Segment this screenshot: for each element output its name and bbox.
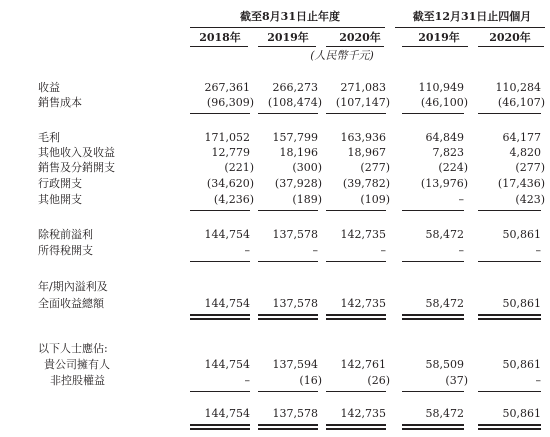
cell: 142,735 xyxy=(340,228,386,241)
cell: 144,754 xyxy=(204,297,250,310)
cell: (300) xyxy=(292,161,322,174)
cell: 137,594 xyxy=(272,358,318,371)
cell: 271,083 xyxy=(340,81,386,94)
total-double-rule xyxy=(402,318,464,320)
cell: 50,861 xyxy=(502,407,541,420)
cell: 12,779 xyxy=(211,146,250,159)
total-double-rule xyxy=(402,428,464,430)
row-label: 非控股權益 xyxy=(50,374,105,387)
year-header-3: 2020年 xyxy=(339,31,381,44)
cell: (13,976) xyxy=(420,177,468,190)
cell: (39,782) xyxy=(342,177,390,190)
row-label: 銷售成本 xyxy=(38,96,82,109)
subtotal-rule xyxy=(402,113,464,114)
year-rule-4 xyxy=(402,46,468,47)
total-double-rule xyxy=(258,314,318,316)
total-double-rule xyxy=(402,314,464,316)
cell: (189) xyxy=(292,193,322,206)
cell: 64,849 xyxy=(425,131,464,144)
cell: 144,754 xyxy=(204,228,250,241)
total-double-rule xyxy=(190,424,250,426)
total-double-rule xyxy=(478,428,541,430)
cell: – xyxy=(535,374,541,387)
total-double-rule xyxy=(258,424,318,426)
row-label: 全面收益總額 xyxy=(38,297,104,310)
cell: 7,823 xyxy=(432,146,464,159)
cell: (37,928) xyxy=(274,177,322,190)
cell: 18,967 xyxy=(347,146,386,159)
cell: (17,436) xyxy=(497,177,545,190)
cell: 157,799 xyxy=(272,131,318,144)
cell: (109) xyxy=(360,193,390,206)
total-double-rule xyxy=(190,318,250,320)
cell: (96,309) xyxy=(206,96,254,109)
cell: (46,107) xyxy=(497,96,545,109)
cell: – xyxy=(244,244,250,257)
subtotal-rule xyxy=(478,113,541,114)
year-rule-2 xyxy=(258,46,316,47)
total-double-rule xyxy=(326,314,386,316)
cell: (221) xyxy=(224,161,254,174)
cell: 4,820 xyxy=(509,146,541,159)
cell: 142,735 xyxy=(340,297,386,310)
row-label: 行政開支 xyxy=(38,177,82,190)
cell: 171,052 xyxy=(204,131,250,144)
total-double-rule xyxy=(190,314,250,316)
total-double-rule xyxy=(258,428,318,430)
cell: – xyxy=(458,244,464,257)
year-header-1: 2018年 xyxy=(199,31,241,44)
cell: 110,949 xyxy=(418,81,464,94)
subtotal-rule xyxy=(326,113,386,114)
row-label: 年/期內溢利及 xyxy=(38,280,108,293)
cell: 142,761 xyxy=(340,358,386,371)
cell: (37) xyxy=(445,374,468,387)
cell: (277) xyxy=(515,161,545,174)
subtotal-rule xyxy=(258,210,318,211)
row-label: 貴公司擁有人 xyxy=(44,358,110,371)
cell: (277) xyxy=(360,161,390,174)
subtotal-rule xyxy=(478,261,541,262)
cell: 58,472 xyxy=(425,228,464,241)
cell: 137,578 xyxy=(272,228,318,241)
row-label: 毛利 xyxy=(38,131,60,144)
cell: 64,177 xyxy=(502,131,541,144)
subtotal-rule xyxy=(326,391,386,392)
row-label: 其他收入及收益 xyxy=(38,146,115,159)
subtotal-rule xyxy=(402,261,464,262)
total-double-rule xyxy=(478,314,541,316)
cell: 163,936 xyxy=(340,131,386,144)
subtotal-rule xyxy=(478,391,541,392)
unit-label: (人民幣千元) xyxy=(310,49,374,62)
cell: 18,196 xyxy=(279,146,318,159)
subtotal-rule xyxy=(402,391,464,392)
cell: – xyxy=(535,244,541,257)
cell: (108,474) xyxy=(267,96,322,109)
cell: 50,861 xyxy=(502,358,541,371)
cell: (107,147) xyxy=(335,96,390,109)
subtotal-rule xyxy=(190,210,250,211)
cell: – xyxy=(380,244,386,257)
total-double-rule xyxy=(190,428,250,430)
row-label: 銷售及分銷開支 xyxy=(38,161,115,174)
cell: 50,861 xyxy=(502,297,541,310)
row-label: 除稅前溢利 xyxy=(38,228,93,241)
subtotal-rule xyxy=(258,391,318,392)
total-double-rule xyxy=(402,424,464,426)
subtotal-rule xyxy=(478,210,541,211)
year-rule-5 xyxy=(478,46,544,47)
subtotal-rule xyxy=(326,261,386,262)
subtotal-rule xyxy=(190,113,250,114)
cell: 58,509 xyxy=(425,358,464,371)
cell: 137,578 xyxy=(272,297,318,310)
total-double-rule xyxy=(326,318,386,320)
year-header-4: 2019年 xyxy=(418,31,460,44)
subtotal-rule xyxy=(258,113,318,114)
cell: 58,472 xyxy=(425,407,464,420)
cell: (224) xyxy=(438,161,468,174)
subtotal-rule xyxy=(258,261,318,262)
subtotal-rule xyxy=(326,210,386,211)
header-group-right-rule xyxy=(395,27,545,28)
total-double-rule xyxy=(258,318,318,320)
cell: (26) xyxy=(367,374,390,387)
header-group-left-rule xyxy=(190,27,385,28)
header-group-left: 截至8月31日止年度 xyxy=(240,10,340,23)
cell: (34,620) xyxy=(206,177,254,190)
cell: – xyxy=(244,374,250,387)
row-label: 收益 xyxy=(38,81,60,94)
cell: – xyxy=(312,244,318,257)
total-double-rule xyxy=(326,424,386,426)
cell: 137,578 xyxy=(272,407,318,420)
year-rule-3 xyxy=(326,46,384,47)
header-group-right: 截至12月31日止四個月 xyxy=(412,10,532,23)
row-label: 其他開支 xyxy=(38,193,82,206)
total-double-rule xyxy=(478,318,541,320)
year-rule-1 xyxy=(190,46,248,47)
cell: 144,754 xyxy=(204,358,250,371)
cell: 267,361 xyxy=(204,81,250,94)
cell: 110,284 xyxy=(495,81,541,94)
row-label: 所得稅開支 xyxy=(38,244,93,257)
cell: (46,100) xyxy=(420,96,468,109)
subtotal-rule xyxy=(402,210,464,211)
year-header-2: 2019年 xyxy=(267,31,309,44)
total-double-rule xyxy=(326,428,386,430)
subtotal-rule xyxy=(190,261,250,262)
cell: 144,754 xyxy=(204,407,250,420)
cell: 58,472 xyxy=(425,297,464,310)
row-label: 以下人士應佔: xyxy=(38,342,108,355)
cell: (4,236) xyxy=(213,193,254,206)
cell: (423) xyxy=(515,193,545,206)
year-header-5: 2020年 xyxy=(489,31,531,44)
cell: 266,273 xyxy=(272,81,318,94)
cell: 142,735 xyxy=(340,407,386,420)
cell: 50,861 xyxy=(502,228,541,241)
subtotal-rule xyxy=(190,391,250,392)
cell: – xyxy=(458,193,464,206)
cell: (16) xyxy=(299,374,322,387)
total-double-rule xyxy=(478,424,541,426)
